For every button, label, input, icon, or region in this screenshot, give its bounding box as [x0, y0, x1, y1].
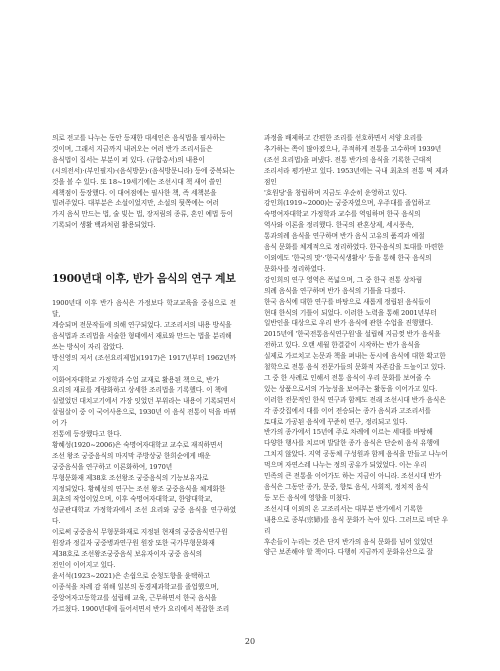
- right-column: [264, 133, 448, 558]
- section-heading: 1900년대 이후, 반가 음식의 연구 계보: [52, 272, 236, 286]
- page-number: 20: [244, 637, 256, 646]
- paragraph-gap: [52, 231, 236, 271]
- left-paragraph-intro: 의로 전고를 나누는 동안 등재한 대세인은 음식법을 필사하는 것이며, 그래서 지금까지 내려오는 여러 반가 조리서들은 음식법이 집서는 부분이 퍼 있다. (규합총서)의 내용이 (시의전서)·(부인필지)·(음식방문)·(음식방문니라) 등에 중복되는 것을 볼 수 있다. 또 18~19세기에는 조선시대 책 새어 쓸인 세책점이 등장했다. 이 대여점에는 필사한 책, 즉 세책본을 빌려주었다. 대부분은 소설이었지만, 소설의 뒷쪽에는 여러 가지 음식 만드는 법, 술 빚는 법, 장저림의 종류, 혼인 예법 등이 기록되어 생활 백과처럼 활용되었다.: [52, 134, 235, 230]
- left-column: [52, 133, 236, 614]
- left-paragraph-history: 1900년대 이후 반가 음식은 가정보다 학교교육을 중심으로 전달, 계승되며 전문작들에 의해 연구되었다. 고조리서의 내용 방식을 음식법과 조리법을 서술한 형태에서 재료와 만드는 법을 분리해 쓰는 방식이 자리 잡았다. 방신영의 저서 (조선요리제법)(1917)은 1917년부터 1962년까지 이화여자대학교 가정학과 수업 교재로 활용된 책으로, 반가 요리의 재료를 계량화하고 상세한 조리법을 기록했다. 이 책에 실렸었던 대치고기에서 가장 잇었던 부위라는 내용이 기록되면서 살림살이 중 이 국어사용으로, 1930년 이 음식 전통이 덕을 바뀌어 가 전통에 등장했다고 한다. 황혜성(1920~2006)은 숙명여자대학교 교수로 재직하면서 조선 왕조 궁중음식의 마지막 주방상궁 한희순에게 배운 궁중음식을 연구하고 이론화하여, 1970년 무형문화재 제38호 조선왕조 궁중음식의 기능보유자로 지정되었다. 황혜성의 연구는 조선 왕조 궁중음식을 체계화한 최초의 작업이었으며, 이후 숙명여자대학교, 한양대학교, 성균관대학교 가정학과에서 조선 요리와 궁중 음식을 연구하였다. 이로써 궁중음식 무형문화재로 지정된 현재의 궁중음식연구원 원장과 정길자 궁중병과연구원 원장 또한 국가무형문화재 제38호로 조선왕조궁중음식 보유자이자 궁중 음식의 전인이 이어지고 있다. 윤서석(1923~2021)은 손쉽으로 순청도향을 윤택하고 이종석을 차례 감 위해 일본의 동경제과학교를 졸업했으며, 중앙여자고등학교를 설립해 교육, 근무하면서 한국 음식을 가르쳤다. 1900년대에 들어서면서 반가 요리에서 복잡한 조리: [52, 299, 236, 613]
- right-paragraph-body: 과정을 배제하고 간편한 조리를 선호하면서 서양 요리를 추가하는 쪽이 많아졌으나, 주적하게 전통을 고수하며 1939년 (조선 요리법)을 펴냈다. 전통 반가의 음식을 기록한 근대적 조리서라 평가받고 있다. 1953년에는 국내 최초의 전통 떡 제과점인 '호원당'을 창립하며 지금도 우순히 운영하고 있다. 강인희(1919~2000)는 궁중자였으며, 우주대를 졸업하고 숙명여자대학교 가정학과 교수를 역임하며 한국 음식의 역사와 이론을 정리했다. 한국의 관혼상제, 세시풍속, 통과의례 음식을 연구하며 반가 음식 고유의 품격과 예절 음식 문화를 체계적으로 정리하였다. 한국음식의 토대를 마련한 이외에도 '한국의 맛'·'한국식생활사' 등을 통해 한국 음식의 문화사를 정리하였다. 강인희의 연구 영역은 폭넓으며, 그 중 한국 전통 상차림 의례 음식을 연구하며 반가 음식의 기틀을 다졌다. 한국 음식에 대한 연구를 바탕으로 새롭게 정립된 음식들이 현대 한식의 기틀이 되었다. 이러한 노력을 통해 2001년부터 일반인을 대상으로 우리 반가 음식에 관한 수업을 진행했다. 2015년에 '한국전통음식연구원'을 설립해 지금껏 반가 음식을 전하고 있다. 오랜 세월 한결같이 시작하는 반가 음식을 실제로 가르치고 논문과 책을 펴내는 동시에 음식에 대한 확고한 철학으로 전통 음식 전문가들의 문화적 자존감을 드높이고 있다. 그 중 한 사례로 인해서 전통 음식이 우리 문화를 보여줄 수 있는 상품으로서의 가능성을 보여주는 활동을 이어가고 있다. 이러한 전문적인 한식 연구과 함께도 전래 조선시대 반가 음식은 각 종갓집에서 대를 이어 전승되는 종가 음식과 고조리서를 토대로 가공된 음식에 꾸준히 연구, 정리되고 있다. 반가의 종가에서 15년에 주로 차례에 이르는 세대를 바탕해 다양한 행사를 치르며 발달한 종가 음식은 단순히 음식 유행에 그치지 않았다. 지역 공동체 구성원과 함께 음식을 만들고 나누어 먹으며 자연스레 나누는 정의 공유가 되었었다. 이는 우리 민족의 큰 전통을 이어가도 하는 지금이 아니라. 조선시대 반가 음식은 그동안 종가, 문중, 향토 음식, 사회적, 정치적 음식 등 모든 음식에 영향을 미쳤다. 조선시대 이외의 온 고조리서는 대부분 반가에서 기록한 내용으로 종부(宗婦)를 음식 문화가 녹아 있다. 그러므로 비단 우리 후손들이 누리는 것은 단지 반가의 음식 문화를 넘어 있었던 양근 보존해야 할 책이다. 다행히 지금까지 문화유산으로 잘: [264, 134, 448, 557]
